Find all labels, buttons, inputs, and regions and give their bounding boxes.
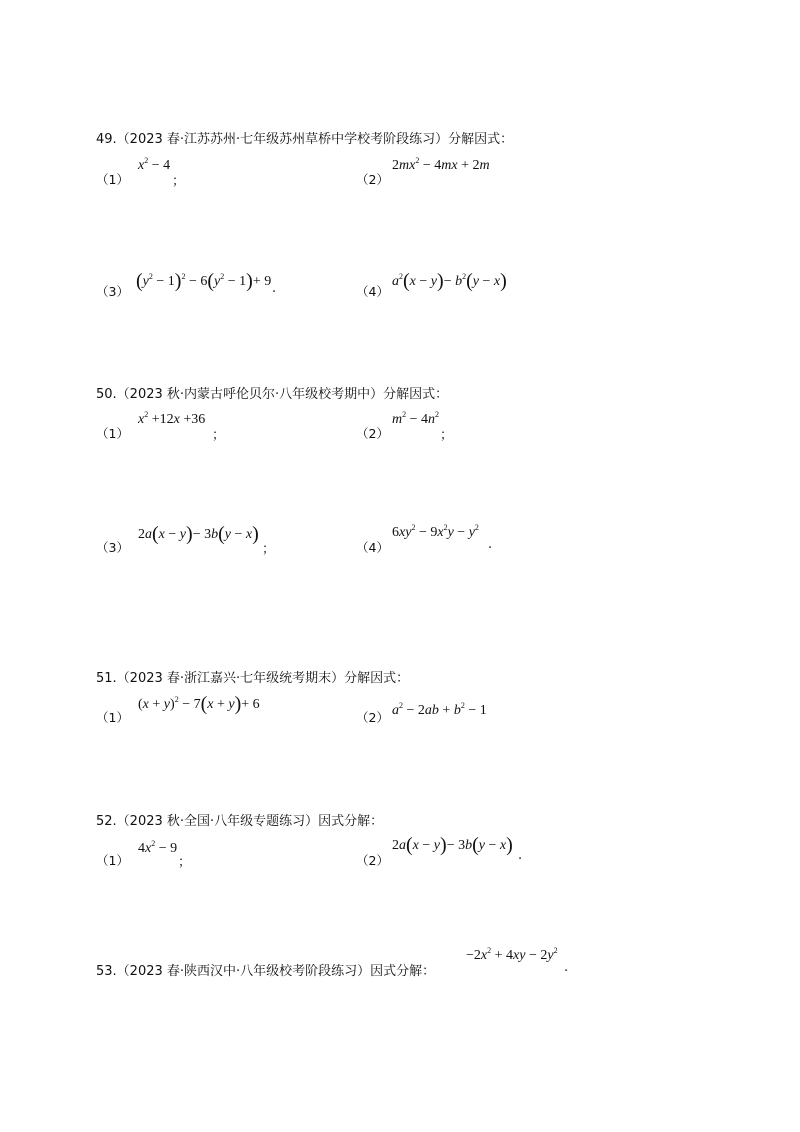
problem-50-part-3-label: （3） [96,540,129,555]
problem-50-part-1-end: ； [212,428,226,443]
problem-51-part-1-expression: $(x + y)^2 - 7(x + y)+ 6$ [138,693,260,715]
problem-49-part-4-expression: $a^2(x - y)- b^2(y - x)$ [392,270,507,292]
problem-52-part-1-label: （1） [96,853,129,868]
problem-49-part-2-label: （2） [356,172,389,187]
problem-50-part-4-expression: $6xy^2 - 9x^2y - y^2$ [392,523,479,540]
problem-50-part-3-expression: 2a(x − y)− 3b(y − x) [138,523,259,545]
problem-51-header: 51.（2023 春·浙江嘉兴·七年级统考期末）分解因式： [96,671,410,686]
problem-50-part-1-expression: $x^2 +12x +36$ [138,410,206,427]
problem-50-part-1-label: （1） [96,426,129,441]
problem-53-expression: $-2x^2 + 4xy - 2y^2$ [466,946,558,963]
problem-52-part-2-end: . [518,848,523,863]
problem-52-part-1-expression: $4x^2 - 9$ [138,839,178,856]
problem-53-end: . [564,960,569,975]
problem-49-part-2-expression: $2mx^2 - 4mx + 2m$ [392,156,490,173]
problem-50-part-2-label: （2） [356,426,389,441]
problem-51-part-2-label: （2） [356,710,389,725]
problem-52-header: 52.（2023 秋·全国·八年级专题练习）因式分解： [96,814,384,829]
problem-50-part-3-end: ； [262,542,276,557]
problem-49-part-4-label: （4） [356,284,389,299]
problem-49-part-1-expression: $x^2 - 4$ [138,156,171,173]
problem-51-part-1-label: （1） [96,710,129,725]
problem-49-part-1-label: （1） [96,172,129,187]
problem-50-header: 50.（2023 秋·内蒙古呼伦贝尔·八年级校考期中）分解因式： [96,387,449,402]
problem-50-part-2-expression: $m^2 - 4n^2$ [392,410,440,427]
problem-49-part-3-expression: $(y^2 - 1)^2 - 6(y^2 - 1)+ 9$ [136,270,272,292]
problem-49-part-3-end: . [272,281,277,296]
problem-50-part-4-label: （4） [356,540,389,555]
problem-50-part-4-end: . [488,537,493,552]
problem-52-part-1-end: ； [178,855,192,870]
problem-50-part-2-end: ； [440,428,454,443]
problem-49-header: 49.（2023 春·江苏苏州·七年级苏州草桥中学校考阶段练习）分解因式： [96,132,514,147]
problem-51-part-2-expression: $a^2 - 2ab + b^2 - 1$ [392,701,487,718]
problem-52-part-2-label: （2） [356,853,389,868]
problem-53-header: 53.（2023 春·陕西汉中·八年级校考阶段练习）因式分解： [96,964,436,979]
problem-49-part-3-label: （3） [96,284,129,299]
problem-49-part-1-end: ； [172,174,186,189]
problem-52-part-2-expression: 2a(x − y)− 3b(y − x) [392,834,513,856]
